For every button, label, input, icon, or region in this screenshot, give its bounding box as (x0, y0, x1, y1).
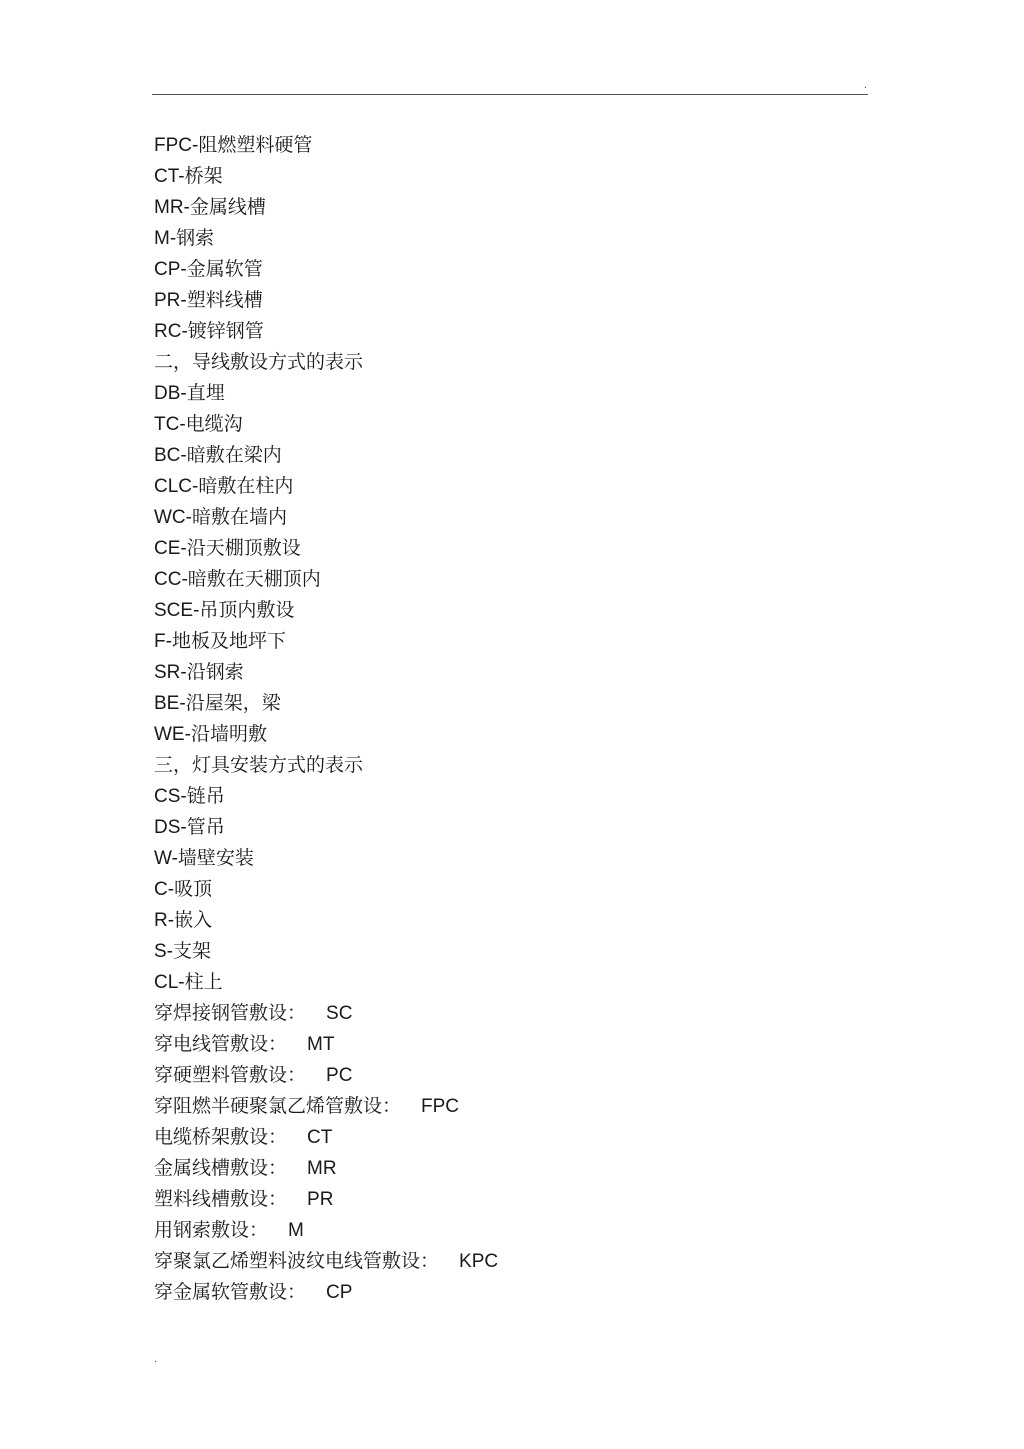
item-description: 嵌入 (174, 909, 213, 931)
list-item (154, 1122, 498, 1153)
item-description: 地板及地坪下 (171, 630, 286, 652)
header-rule (152, 94, 868, 95)
list-item (154, 409, 498, 440)
item-code: WE- (154, 724, 191, 745)
item-description: 钢索 (176, 227, 215, 249)
item-code: CP- (154, 259, 187, 280)
item-code: DB- (154, 383, 187, 404)
list-item (154, 1153, 498, 1184)
item-description: 电缆沟 (185, 413, 243, 435)
list-item (154, 316, 498, 347)
section-heading (154, 750, 498, 781)
item-code: CT- (154, 166, 185, 187)
list-item (154, 688, 498, 719)
list-item (154, 595, 498, 626)
list-item (154, 130, 498, 161)
item-description: 支架 (173, 940, 212, 962)
item-code: CT (307, 1127, 333, 1148)
item-code: R- (154, 910, 175, 931)
list-item (154, 161, 498, 192)
list-item (154, 254, 498, 285)
item-description: 金属线槽 (189, 196, 266, 218)
item-code: S- (154, 941, 173, 962)
item-code: PR (307, 1189, 334, 1210)
item-description: 金属线槽敷设： (154, 1157, 288, 1179)
item-code: DS- (154, 817, 187, 838)
list-item (154, 1184, 498, 1215)
item-description: 塑料线槽敷设： (154, 1188, 288, 1210)
list-item (154, 564, 498, 595)
item-description: 沿墙明敷 (190, 723, 267, 745)
item-code: MR (307, 1158, 337, 1179)
item-code: MR- (154, 197, 190, 218)
item-code: MT (307, 1034, 335, 1055)
item-description: 直埋 (186, 382, 225, 404)
item-description: 穿硬塑料管敷设： (154, 1064, 307, 1086)
list-item (154, 223, 498, 254)
item-code: C- (154, 879, 175, 900)
list-item (154, 843, 498, 874)
item-code: KPC (459, 1251, 499, 1272)
list-item (154, 440, 498, 471)
item-description: 柱上 (184, 971, 223, 993)
item-code: F- (154, 631, 172, 652)
item-code: SCE- (154, 600, 200, 621)
item-description: 暗敷在墙内 (191, 506, 287, 528)
list-item (154, 967, 498, 998)
item-code: PC (326, 1065, 353, 1086)
list-item (154, 192, 498, 223)
list-item (154, 471, 498, 502)
corner-mark-top: . (864, 80, 867, 91)
list-item (154, 657, 498, 688)
item-description: 吊顶内敷设 (199, 599, 295, 621)
list-item (154, 1060, 498, 1091)
item-description: 穿聚氯乙烯塑料波纹电线管敷设： (154, 1250, 440, 1272)
list-item (154, 285, 498, 316)
item-code: CS- (154, 786, 187, 807)
item-code: RC- (154, 321, 188, 342)
item-code: SC (326, 1003, 353, 1024)
list-item (154, 781, 498, 812)
item-description: 塑料线槽 (186, 289, 263, 311)
item-description: 暗敷在天棚顶内 (187, 568, 321, 590)
item-description: 沿钢索 (186, 661, 244, 683)
item-description: 用钢索敷设： (154, 1219, 269, 1241)
abbreviation-list (154, 130, 498, 998)
item-description: 三，灯具安装方式的表示 (154, 754, 364, 776)
item-description: 暗敷在柱内 (198, 475, 294, 497)
list-item (154, 1091, 498, 1122)
list-item (154, 719, 498, 750)
item-code: M (288, 1220, 304, 1241)
item-code: W- (154, 848, 178, 869)
list-item (154, 502, 498, 533)
corner-mark-bottom: . (154, 1354, 157, 1365)
item-code: CC- (154, 569, 188, 590)
item-description: 沿天棚顶敷设 (186, 537, 301, 559)
list-item (154, 1029, 498, 1060)
item-description: 二，导线敷设方式的表示 (154, 351, 364, 373)
item-code: CLC- (154, 476, 199, 497)
item-description: 链吊 (186, 785, 225, 807)
list-item (154, 1215, 498, 1246)
item-code: M- (154, 228, 177, 249)
document-body (154, 130, 498, 1308)
list-item (154, 626, 498, 657)
item-code: FPC (421, 1096, 460, 1117)
item-description: 镀锌钢管 (187, 320, 264, 342)
list-item (154, 874, 498, 905)
section-heading (154, 347, 498, 378)
list-item (154, 998, 498, 1029)
list-item (154, 936, 498, 967)
list-item (154, 905, 498, 936)
item-description: 穿阻燃半硬聚氯乙烯管敷设： (154, 1095, 402, 1117)
item-description: 电缆桥架敷设： (154, 1126, 288, 1148)
item-description: 吸顶 (174, 878, 213, 900)
item-description: 沿屋架，梁 (185, 692, 281, 714)
item-code: CL- (154, 972, 185, 993)
item-code: WC- (154, 507, 192, 528)
item-description: 穿电线管敷设： (154, 1033, 288, 1055)
item-description: 桥架 (184, 165, 223, 187)
list-item (154, 378, 498, 409)
item-code: CP (326, 1282, 353, 1303)
laying-method-list (154, 998, 498, 1308)
item-code: FPC- (154, 135, 199, 156)
item-description: 阻燃塑料硬管 (198, 134, 313, 156)
item-code: TC- (154, 414, 186, 435)
item-description: 金属软管 (186, 258, 263, 280)
item-code: BC- (154, 445, 187, 466)
item-code: CE- (154, 538, 187, 559)
list-item (154, 812, 498, 843)
list-item (154, 1277, 498, 1308)
item-code: PR- (154, 290, 187, 311)
item-description: 管吊 (186, 816, 225, 838)
item-description: 穿金属软管敷设： (154, 1281, 307, 1303)
list-item (154, 533, 498, 564)
item-code: BE- (154, 693, 186, 714)
item-code: SR- (154, 662, 187, 683)
list-item (154, 1246, 498, 1277)
item-description: 暗敷在梁内 (186, 444, 282, 466)
item-description: 墙壁安装 (177, 847, 254, 869)
item-description: 穿焊接钢管敷设： (154, 1002, 307, 1024)
